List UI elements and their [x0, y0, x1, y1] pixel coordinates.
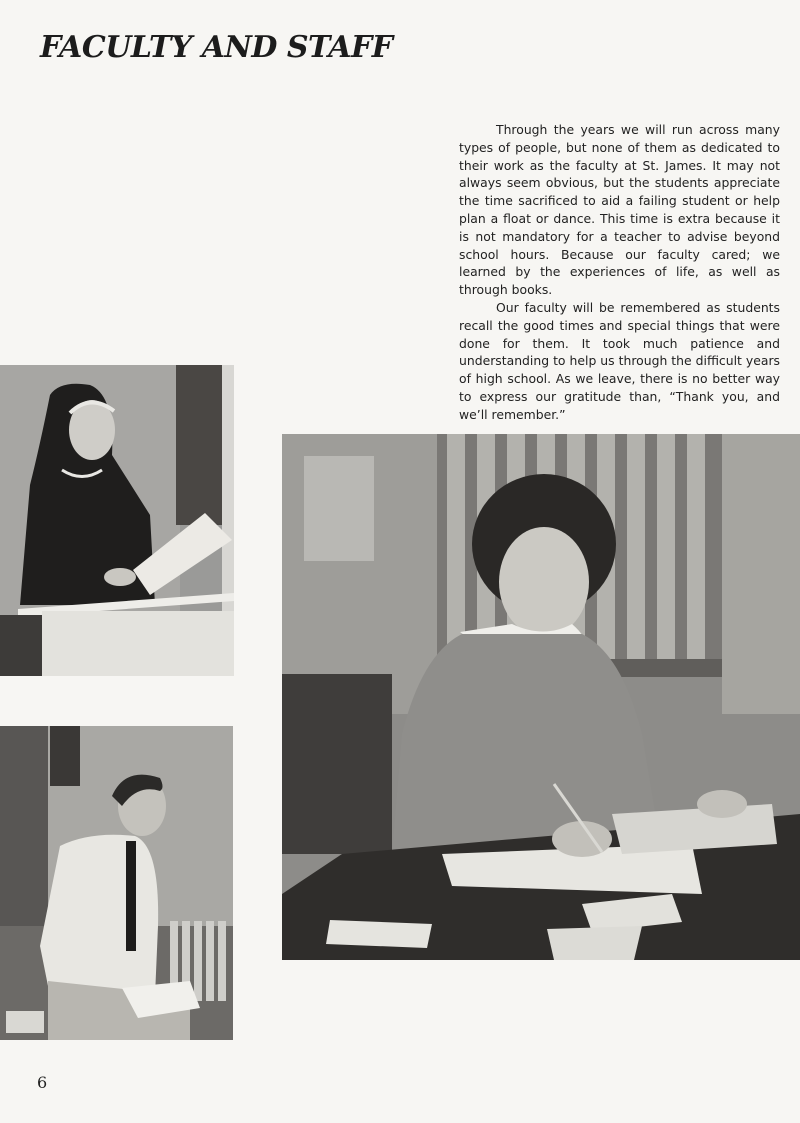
page-title: FACULTY AND STAFF: [40, 30, 393, 65]
photo-woman-at-desk: [282, 434, 800, 960]
photo-man-with-book: [0, 726, 233, 1040]
article-paragraph: Our faculty will be remembered as students recall the good times and special things that were done for them. It took much patience and understanding to help us through the difficult years of high school. As we leave, there is no better way to express our gratitude than, “Thank you, and we’ll remember.”: [459, 299, 780, 422]
article-text: [459, 121, 780, 424]
article-paragraph: Through the years we will run across many types of people, but none of them as dedicated to their work as the faculty at St. James. It may not always seem obvious, but the students appreciate the time sacrificed to aid a failing student or help plan a float or dance. This time is extra because it is not mandatory for a teacher to advise beyond school hours. Because our faculty cared; we learned by the experiences of life, as well as through books.: [459, 122, 780, 298]
photo-nun-at-lectern: [0, 365, 234, 676]
page-number: 6: [37, 1073, 48, 1092]
